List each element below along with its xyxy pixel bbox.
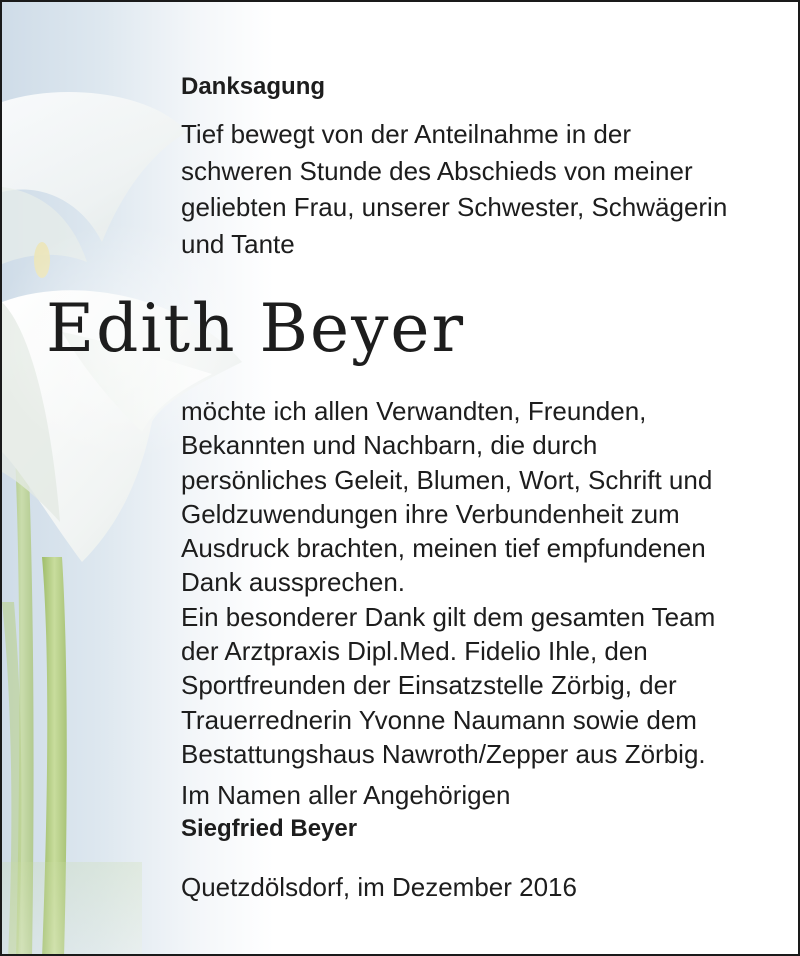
- body-line: Bekannten und Nachbarn, die durch: [181, 430, 598, 461]
- deceased-name: Edith Beyer: [46, 290, 465, 367]
- body-line: Sportfreunden der Einsatzstelle Zörbig, der: [181, 670, 677, 701]
- body-line: Ausdruck brachten, meinen tief empfundenen: [181, 533, 706, 564]
- thanks-paragraph: [181, 394, 715, 771]
- intro-line: schweren Stunde des Abschieds von meiner: [181, 155, 693, 186]
- notice-heading: Danksagung: [181, 73, 326, 100]
- family-line: Im Namen aller Angehörigen: [181, 780, 511, 810]
- body-line: Geldzuwendungen ihre Verbundenheit zum: [181, 498, 680, 529]
- body-line: Ein besonderer Dank gilt dem gesamten Team: [181, 601, 716, 632]
- intro-paragraph: [181, 116, 727, 262]
- intro-line: geliebten Frau, unserer Schwester, Schwägerin: [181, 192, 728, 222]
- body-line: Bestattungshaus Nawroth/Zepper aus Zörbig.: [181, 738, 706, 769]
- body-line: persönliches Geleit, Blumen, Wort, Schrift und: [181, 464, 713, 495]
- intro-line: und Tante: [181, 228, 295, 259]
- body-line: Dank aussprechen.: [181, 567, 406, 598]
- body-line: der Arztpraxis Dipl.Med. Fidelio Ihle, den: [181, 636, 648, 667]
- body-line: möchte ich allen Verwandten, Freunden,: [181, 396, 647, 426]
- signature-name: Siegfried Beyer: [181, 815, 358, 842]
- body-line: Trauerrednerin Yvonne Naumann sowie dem: [181, 704, 697, 735]
- intro-line: Tief bewegt von der Anteilnahme in der: [181, 119, 631, 149]
- place-date: Quetzdölsdorf, im Dezember 2016: [181, 872, 577, 902]
